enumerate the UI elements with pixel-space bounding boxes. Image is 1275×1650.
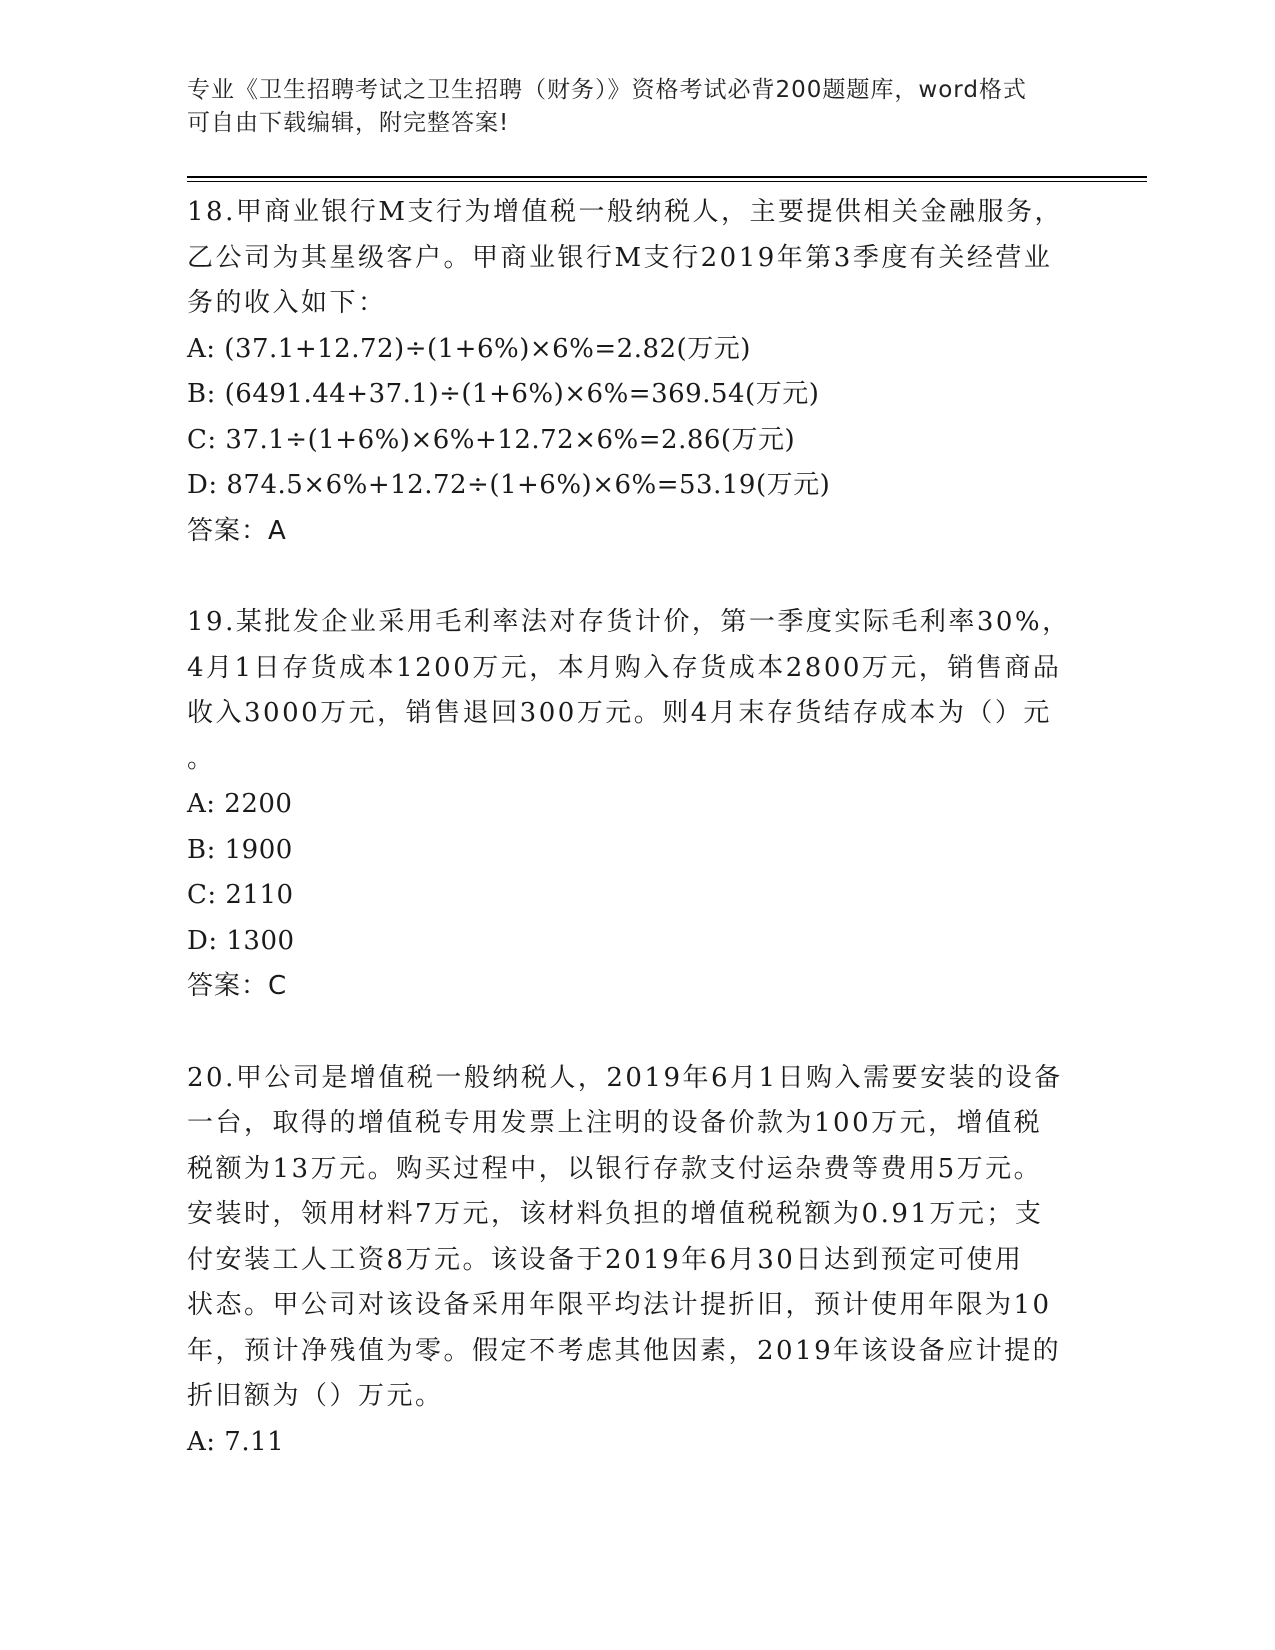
option-a: A: 2200: [187, 789, 293, 819]
question-text-line: 19.某批发企业采用毛利率法对存货计价，第一季度实际毛利率30%，: [187, 607, 1071, 637]
question-20: [187, 1056, 1087, 1466]
question-text-line: 安装时，领用材料7万元，该材料负担的增值税税额为0.91万元；支: [187, 1199, 1044, 1229]
answer-line: 答案：C: [187, 971, 288, 1001]
option-d: D: 1300: [187, 925, 295, 956]
question-text-line: 收入3000万元，销售退回300万元。则4月末存货结存成本为（）元: [187, 698, 1052, 728]
header-title-line-1: 专业《卫生招聘考试之卫生招聘（财务）》资格考试必背200题题库，word格式: [187, 77, 1027, 103]
question-text-line: 年，预计净残值为零。假定不考虑其他因素，2019年该设备应计提的: [187, 1335, 1062, 1366]
option-d: D: 874.5×6%+12.72÷(1+6%)×6%=53.19(万元): [187, 470, 831, 500]
option-b: B: (6491.44+37.1)÷(1+6%)×6%=369.54(万元): [187, 379, 820, 409]
header-divider-thick: [187, 176, 1147, 178]
question-19: [187, 600, 1087, 1010]
question-text-line: 4月1日存货成本1200万元，本月购入存货成本2800万元，销售商品: [187, 652, 1062, 683]
question-text-line: 乙公司为其星级客户。甲商业银行M支行2019年第3季度有关经营业: [187, 242, 1053, 273]
question-18: [187, 190, 1087, 554]
question-text-line: 付安装工人工资8万元。该设备于2019年6月30日达到预定可使用: [187, 1244, 1024, 1275]
document-header: [187, 74, 1067, 140]
option-b: B: 1900: [187, 834, 293, 865]
option-a: A: (37.1+12.72)÷(1+6%)×6%=2.82(万元): [187, 333, 751, 364]
question-text-line: 状态。甲公司对该设备采用年限平均法计提折旧，预计使用年限为10: [187, 1290, 1052, 1320]
question-text-line: 务的收入如下：: [187, 288, 387, 318]
option-c: C: 37.1÷(1+6%)×6%+12.72×6%=2.86(万元): [187, 424, 796, 455]
header-divider-thin: [187, 181, 1147, 182]
question-text-line: 税额为13万元。购买过程中，以银行存款支付运杂费等费用5万元。: [187, 1153, 1043, 1184]
question-text-line: 折旧额为（）万元。: [187, 1381, 444, 1411]
option-c: C: 2110: [187, 880, 294, 910]
header-title-line-2: 可自由下载编辑，附完整答案!: [187, 110, 510, 136]
question-gap: [187, 1010, 1087, 1056]
question-text-line: 。: [187, 743, 216, 774]
question-text-line: 18.甲商业银行M支行为增值税一般纳税人，主要提供相关金融服务，: [187, 197, 1063, 227]
question-text-line: 20.甲公司是增值税一般纳税人，2019年6月1日购入需要安装的设备: [187, 1062, 1063, 1093]
answer-line: 答案：A: [187, 515, 287, 546]
option-a: A: 7.11: [187, 1426, 285, 1457]
question-text-line: 一台，取得的增值税专用发票上注明的设备价款为100万元，增值税: [187, 1108, 1043, 1138]
question-gap: [187, 554, 1087, 600]
question-list: [187, 190, 1087, 1465]
